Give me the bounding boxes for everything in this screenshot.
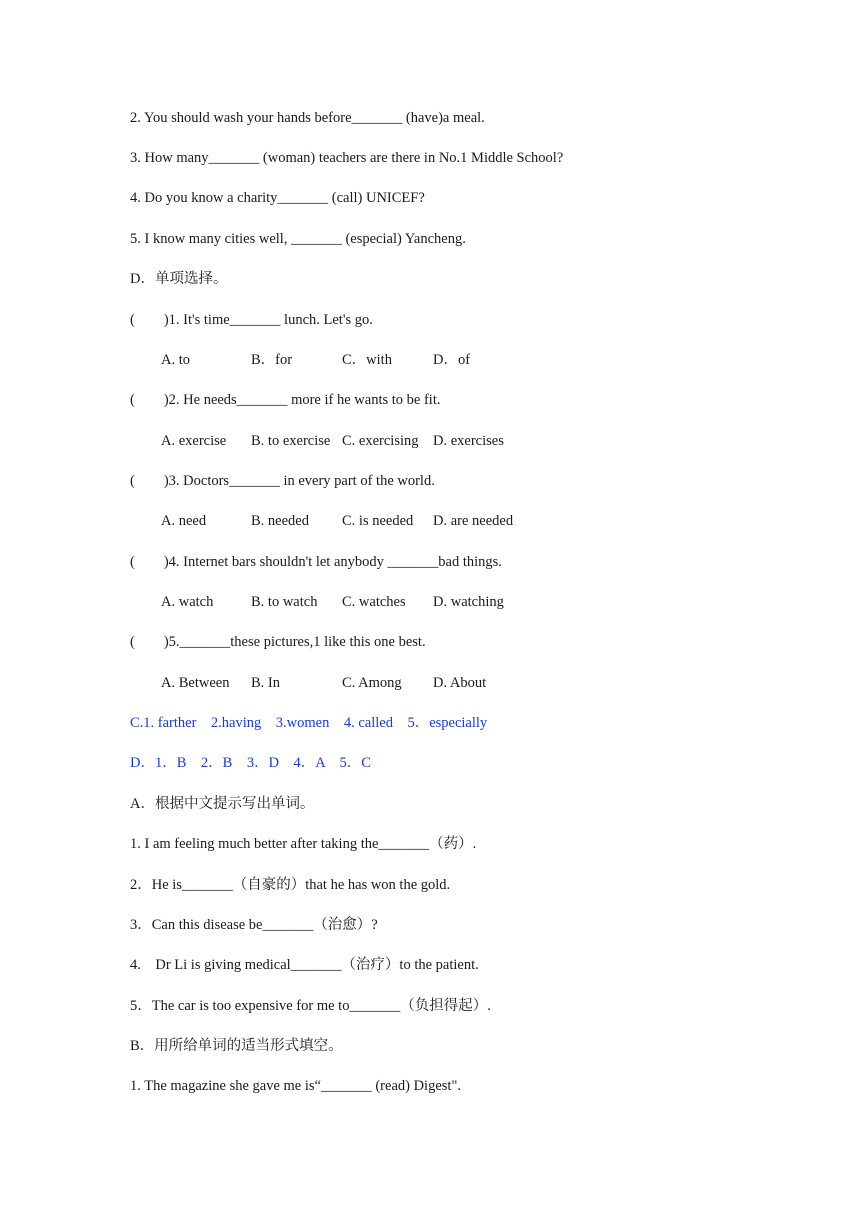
option-c: C. exercising	[342, 433, 419, 449]
vocab-item: 4. Dr Li is giving medical_______（治疗）to the patient.	[130, 957, 479, 973]
answer-key-c: C.1. farther 2.having 3.women 4. called 5．especially	[130, 715, 488, 731]
option-d: D. About	[433, 675, 487, 691]
option-d: D. are needed	[433, 513, 514, 529]
option-b: B. to watch	[251, 594, 318, 610]
question-stem: ( )4. Internet bars shouldn't let anybody _______bad things.	[130, 554, 502, 570]
option-a: A. watch	[161, 594, 214, 610]
question-stem: ( )3. Doctors_______ in every part of the world.	[130, 473, 435, 489]
question-stem: ( )5._______these pictures,1 like this one best.	[130, 634, 426, 650]
option-d: D. watching	[433, 594, 504, 610]
question-stem: ( )2. He needs_______ more if he wants to be fit.	[130, 392, 441, 408]
fill-blank-item: 2. You should wash your hands before_______ (have)a meal.	[130, 110, 485, 126]
section-a-heading: A．根据中文提示写出单词。	[130, 796, 315, 812]
fill-blank-item: 5. I know many cities well, _______ (especial) Yancheng.	[130, 231, 466, 247]
option-a: A. need	[161, 513, 207, 529]
option-d: D. exercises	[433, 433, 504, 449]
section-b-heading: B．用所给单词的适当形式填空。	[130, 1038, 343, 1054]
option-a: A. Between	[161, 675, 230, 691]
option-c: C．with	[342, 352, 392, 368]
option-c: C. watches	[342, 594, 406, 610]
option-c: C. Among	[342, 675, 402, 691]
option-b: B. to exercise	[251, 433, 331, 449]
option-d: D．of	[433, 352, 471, 368]
option-c: C. is needed	[342, 513, 414, 529]
option-b: B. In	[251, 675, 280, 691]
fill-blank-item: 4. Do you know a charity_______ (call) UNICEF?	[130, 190, 425, 206]
question-stem: ( )1. It's time_______ lunch. Let's go.	[130, 312, 373, 328]
option-a: A. exercise	[161, 433, 227, 449]
section-d-heading: D．单项选择。	[130, 271, 228, 287]
fill-blank-item: 1. The magazine she gave me is“_______ (read) Digest".	[130, 1078, 461, 1094]
option-b: B．for	[251, 352, 293, 368]
fill-blank-item: 3. How many_______ (woman) teachers are there in No.1 Middle School?	[130, 150, 564, 166]
vocab-item: 3．Can this disease be_______（治愈）?	[130, 917, 378, 933]
option-a: A. to	[161, 352, 190, 368]
answer-key-d: D．1．B 2．B 3．D 4．A 5．C	[130, 755, 371, 771]
vocab-item: 1. I am feeling much better after taking the_______（药）.	[130, 836, 477, 852]
option-b: B. needed	[251, 513, 309, 529]
vocab-item: 2．He is_______（自豪的）that he has won the gold.	[130, 877, 451, 893]
vocab-item: 5．The car is too expensive for me to_______（负担得起）.	[130, 998, 491, 1014]
